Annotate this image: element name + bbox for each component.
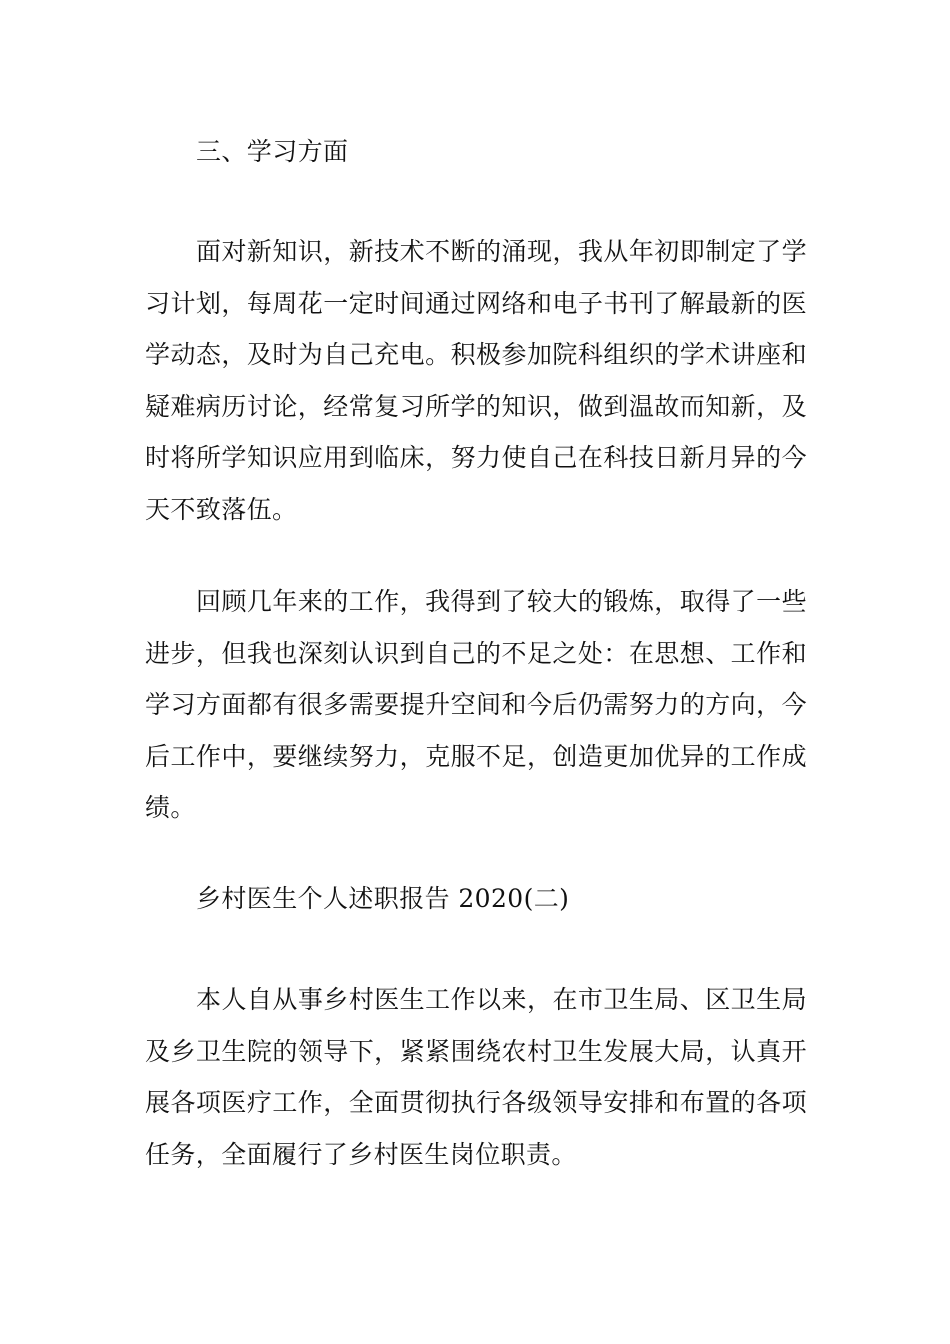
section-heading-study: 三、学习方面 [196, 137, 349, 166]
paragraph-review: 回顾几年来的工作，我得到了较大的锻炼，取得了一些进步，但我也深刻认识到自己的不足之处：在思想、工作和学习方面都有很多需要提升空间和今后仍需努力的方向，今后工作中，要继续努力，克服不足，创造更加优异的工作成绩。 [145, 587, 807, 822]
paragraph-introduction: 本人自从事乡村医生工作以来，在市卫生局、区卫生局及乡卫生院的领导下，紧紧围绕农村卫生发展大局，认真开展各项医疗工作，全面贯彻执行各级领导安排和布置的各项任务，全面履行了乡村医生岗位职责。 [145, 985, 807, 1169]
paragraph-study: 面对新知识，新技术不断的涌现，我从年初即制定了学习计划，每周花一定时间通过网络和电子书刊了解最新的医学动态，及时为自己充电。积极参加院科组织的学术讲座和疑难病历讨论，经常复习所学的知识，做到温故而知新，及时将所学知识应用到临床，努力使自己在科技日新月异的今天不致落伍。 [145, 237, 807, 524]
report-title-part-two: 乡村医生个人述职报告 2020(二) [196, 884, 570, 913]
